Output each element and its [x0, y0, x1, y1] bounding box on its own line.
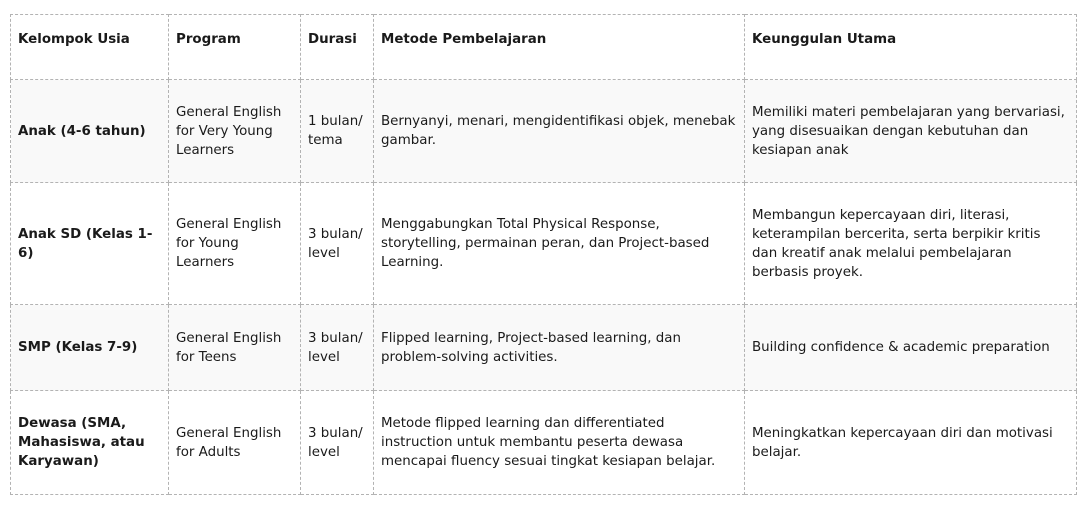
cell-duration: 3 bulan/ level [301, 391, 374, 495]
cell-age-group: Anak SD (Kelas 1-6) [11, 183, 169, 305]
header-program: Program [169, 15, 301, 80]
cell-program: General English for Adults [169, 391, 301, 495]
cell-advantage: Membangun kepercayaan diri, literasi, keterampilan bercerita, serta berpikir kritis dan kreatif anak melalui pembelajaran berbasis proyek. [745, 183, 1077, 305]
table-row [11, 391, 1077, 495]
cell-advantage: Meningkatkan kepercayaan diri dan motivasi belajar. [745, 391, 1077, 495]
header-age-group: Kelompok Usia [11, 15, 169, 80]
cell-method: Menggabungkan Total Physical Response, storytelling, permainan peran, dan Project-based Learning. [374, 183, 745, 305]
program-table [10, 14, 1077, 495]
header-duration: Durasi [301, 15, 374, 80]
cell-program: General English for Young Learners [169, 183, 301, 305]
cell-method: Bernyanyi, menari, mengidentifikasi objek, menebak gambar. [374, 80, 745, 183]
cell-age-group: SMP (Kelas 7-9) [11, 305, 169, 391]
table-body [11, 80, 1077, 495]
cell-advantage: Memiliki materi pembelajaran yang bervariasi, yang disesuaikan dengan kebutuhan dan kesiapan anak [745, 80, 1077, 183]
cell-method: Flipped learning, Project-based learning, dan problem-solving activities. [374, 305, 745, 391]
cell-age-group: Anak (4-6 tahun) [11, 80, 169, 183]
header-row [11, 15, 1077, 80]
cell-duration: 1 bulan/ tema [301, 80, 374, 183]
cell-age-group: Dewasa (SMA, Mahasiswa, atau Karyawan) [11, 391, 169, 495]
table-header [11, 15, 1077, 80]
cell-duration: 3 bulan/ level [301, 305, 374, 391]
cell-advantage: Building confidence & academic preparation [745, 305, 1077, 391]
cell-program: General English for Teens [169, 305, 301, 391]
table-row [11, 305, 1077, 391]
table-row [11, 183, 1077, 305]
program-table-container [10, 14, 1077, 495]
header-advantage: Keunggulan Utama [745, 15, 1077, 80]
table-row [11, 80, 1077, 183]
cell-program: General English for Very Young Learners [169, 80, 301, 183]
cell-duration: 3 bulan/ level [301, 183, 374, 305]
cell-method: Metode flipped learning dan differentiated instruction untuk membantu peserta dewasa mencapai fluency sesuai tingkat kesiapan belajar. [374, 391, 745, 495]
header-method: Metode Pembelajaran [374, 15, 745, 80]
